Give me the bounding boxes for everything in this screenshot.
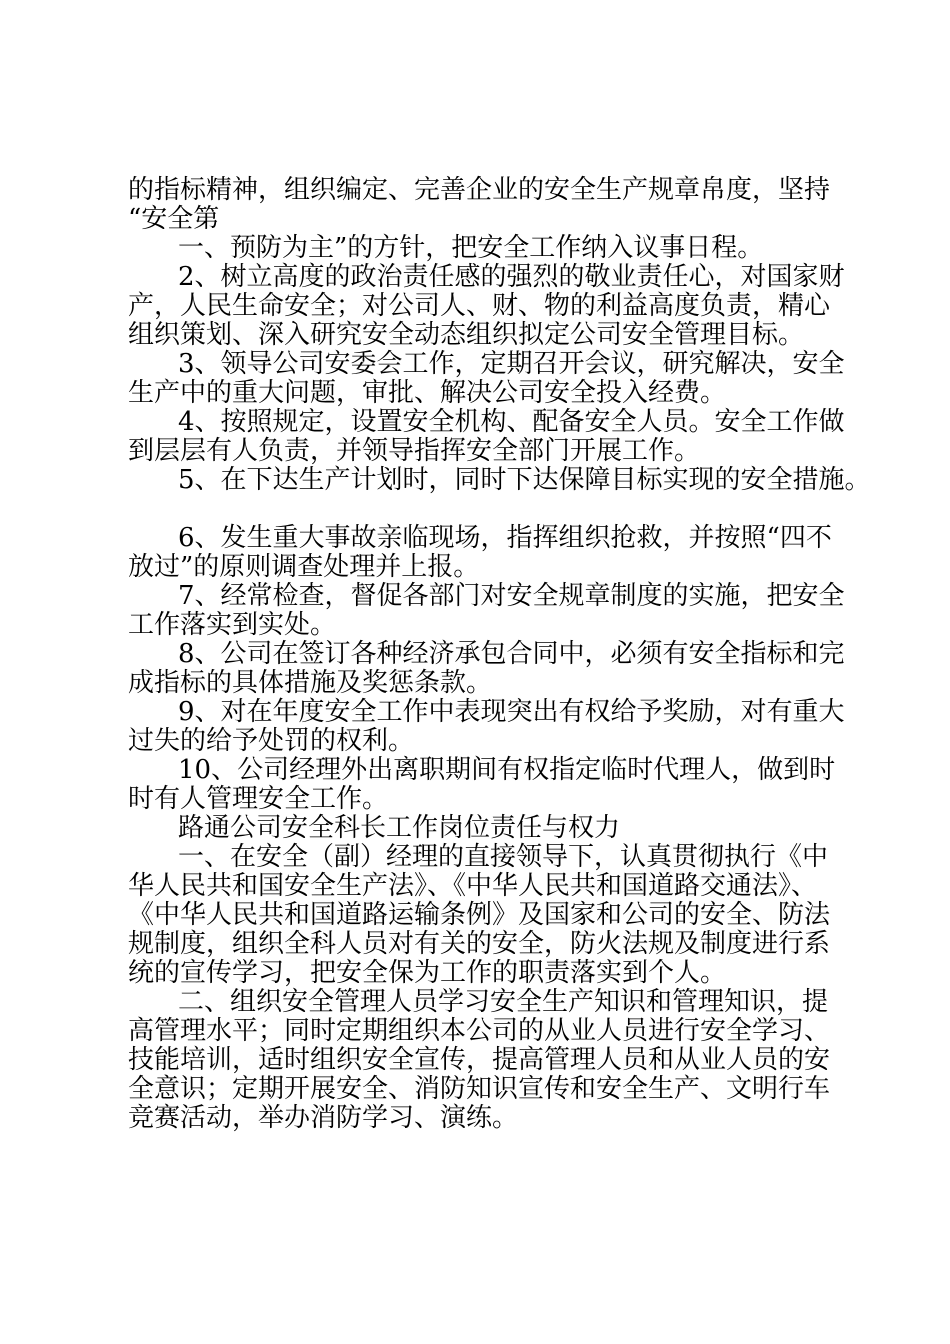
paragraph-line: 的指标精神，组织编定、完善企业的安全生产规章帛度，坚持: [128, 175, 831, 205]
section-item-2-line: 高管理水平；同时定期组织本公司的从业人员进行安全学习、: [128, 1016, 831, 1046]
document-page: [128, 175, 871, 1133]
section-item-1-line: 华人民共和国安全生产法》、《中华人民共和国道路交通法》、: [128, 871, 818, 901]
section-item-1-line: 统的宣传学习，把安全保为工作的职责落实到个人。: [128, 958, 727, 988]
item-5-line: 5、在下达生产计划时，同时下达保障目标实现的安全措施。: [178, 465, 871, 495]
item-10-line: 10、公司经理外出离职期间有权指定临时代理人，做到时: [178, 755, 836, 785]
item-2-line: 2、树立高度的政治责任感的强烈的敬业责任心，对国家财: [178, 262, 845, 292]
item-4-line: 到层层有人负责，并领导指挥安全部门开展工作。: [128, 436, 701, 466]
item-3-line: 生产中的重大问题，审批、解决公司安全投入经费。: [128, 378, 727, 408]
item-7-line: 7、经常检查，督促各部门对安全规章制度的实施，把安全: [178, 581, 845, 611]
section-item-2-line: 技能培训，适时组织安全宣传，提高管理人员和从业人员的安: [128, 1045, 831, 1075]
item-4-line: 4、按照规定，设置安全机构、配备安全人员。安全工作做: [178, 407, 845, 437]
item-6-line: 6、发生重大事故亲临现场，指挥组织抢救，并按照“四不: [178, 523, 832, 553]
section-item-2-line: 全意识；定期开展安全、消防知识宣传和安全生产、文明行车: [128, 1074, 831, 1104]
section-item-1-line: 《中华人民共和国道路运输条例》及国家和公司的安全、防法: [128, 900, 831, 930]
section-heading: 路通公司安全科长工作岗位责任与权力: [178, 813, 621, 843]
item-3-line: 3、领导公司安委会工作，定期召开会议，研究解决，安全: [178, 349, 845, 379]
section-item-2-line: 二、组织安全管理人员学习安全生产知识和管理知识，提: [178, 987, 829, 1017]
item-8-line: 8、公司在签订各种经济承包合同中，必须有安全指标和完: [178, 639, 845, 669]
item-2-line: 组织策划、深入研究安全动态组织拟定公司安全管理目标。: [128, 320, 805, 350]
item-9-line: 过失的给予处罚的权利。: [128, 726, 415, 756]
item-9-line: 9、对在年度安全工作中表现突出有权给予奖励，对有重大: [178, 697, 845, 727]
item-2-line: 产，人民生命安全；对公司人、财、物的利益高度负责，精心: [128, 291, 831, 321]
item-6-line: 放过”的原则调查处理并上报。: [128, 552, 480, 582]
paragraph-line: 一、预防为主”的方针，把安全工作纳入议事日程。: [178, 233, 764, 263]
paragraph-line: “安全第: [128, 204, 220, 234]
section-item-1-line: 一、在安全（副）经理的直接领导下，认真贯彻执行《中: [178, 842, 829, 872]
section-item-2-line: 竞赛活动，举办消防学习、演练。: [128, 1103, 519, 1133]
item-10-line: 时有人管理安全工作。: [128, 784, 389, 814]
item-7-line: 工作落实到实处。: [128, 610, 337, 640]
item-8-line: 成指标的具体措施及奖惩条款。: [128, 668, 493, 698]
blank-line: [128, 495, 838, 524]
section-item-1-line: 规制度，组织全科人员对有关的安全，防火法规及制度进行系: [128, 929, 831, 959]
